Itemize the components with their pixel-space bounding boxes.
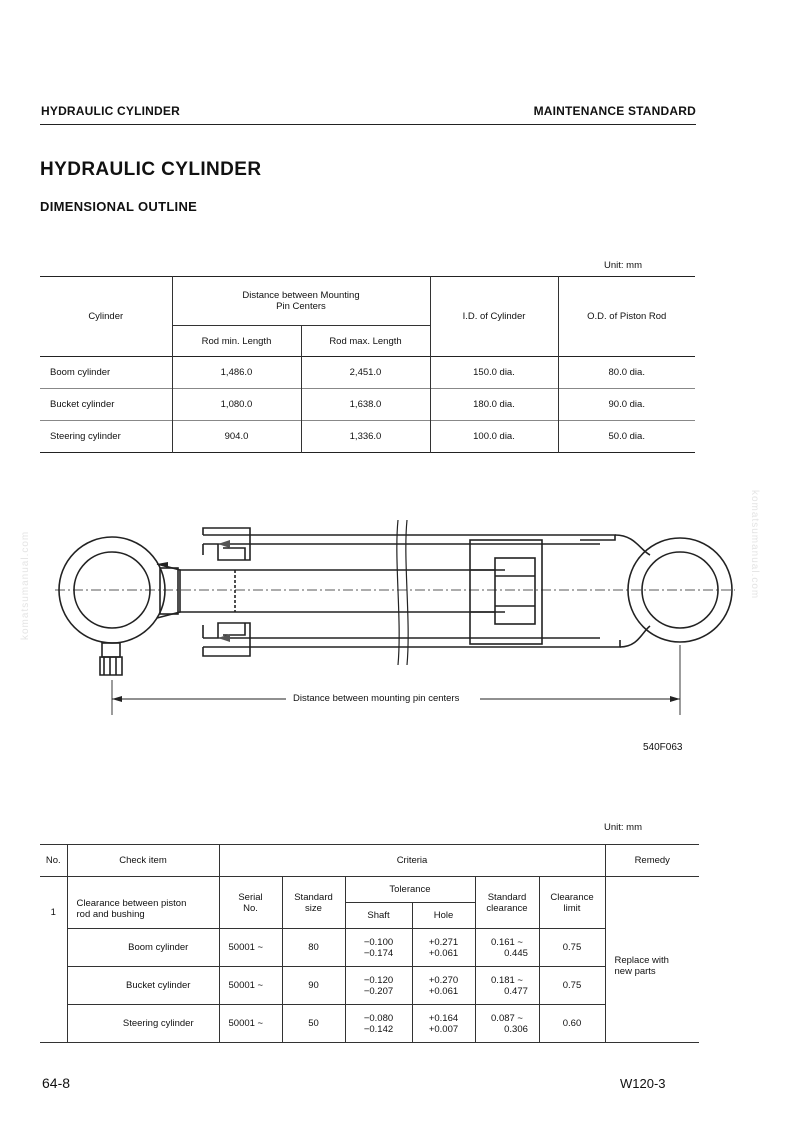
cell-serial: 50001 ~ — [219, 929, 282, 967]
header-standard-clearance-line1: Standard — [487, 891, 527, 903]
shaft-lower: −0.174 — [363, 947, 394, 959]
header-standard-size-line2: size — [305, 902, 322, 914]
header-clearance-limit-line2: limit — [563, 902, 581, 914]
dimension-label: Distance between mounting pin centers — [293, 693, 460, 704]
header-od: O.D. of Piston Rod — [558, 277, 695, 357]
header-serial — [219, 877, 282, 929]
header-standard-clearance-line2: clearance — [486, 902, 528, 914]
cell-limit: 0.60 — [539, 1005, 605, 1043]
table-row — [40, 1005, 699, 1043]
unit-label-dimensions: Unit: mm — [604, 260, 642, 271]
clearance-upper: 0.181 ~ — [491, 974, 523, 986]
hole-lower: +0.061 — [428, 947, 459, 959]
cell-rod-min: 904.0 — [172, 421, 301, 453]
cell-cylinder-name: Boom cylinder — [98, 929, 219, 967]
shaft-upper: −0.100 — [363, 936, 394, 948]
cell-check-item — [67, 877, 219, 929]
model-code: W120-3 — [620, 1076, 666, 1091]
cell-od: 50.0 dia. — [558, 421, 695, 453]
cell-od: 80.0 dia. — [558, 357, 695, 389]
indent-cell — [67, 967, 98, 1005]
cell-hole — [412, 1005, 475, 1043]
watermark-left: komatsumanual.com — [20, 530, 31, 640]
hole-lower: +0.061 — [428, 985, 459, 997]
cell-rod-max: 1,336.0 — [301, 421, 430, 453]
figure-id: 540F063 — [643, 742, 683, 753]
header-serial-line2: No. — [243, 902, 258, 914]
shaft-lower: −0.207 — [363, 985, 394, 997]
remedy-line2: new parts — [614, 965, 656, 977]
cell-limit: 0.75 — [539, 967, 605, 1005]
cell-cylinder-name: Bucket cylinder — [98, 967, 219, 1005]
cell-hole — [412, 967, 475, 1005]
cell-cylinder: Boom cylinder — [40, 357, 172, 389]
cell-item-no: 1 — [40, 877, 67, 1043]
hole-lower: +0.007 — [428, 1023, 459, 1035]
cylinder-cross-section-drawing — [40, 500, 740, 725]
table-row — [40, 967, 699, 1005]
header-no: No. — [40, 845, 67, 877]
shaft-upper: −0.080 — [363, 1012, 394, 1024]
shaft-upper: −0.120 — [363, 974, 394, 986]
cell-shaft — [345, 967, 412, 1005]
clearance-upper: 0.087 ~ — [491, 1012, 523, 1024]
header-rod-min: Rod min. Length — [172, 326, 301, 357]
cell-shaft — [345, 1005, 412, 1043]
header-criteria: Criteria — [219, 845, 605, 877]
table-row — [40, 389, 695, 421]
running-header-section: HYDRAULIC CYLINDER — [41, 104, 180, 118]
clearance-lower: 0.445 — [504, 947, 528, 959]
indent-cell — [67, 929, 98, 967]
page-title: HYDRAULIC CYLINDER — [40, 159, 262, 180]
header-standard-size-line1: Standard — [294, 891, 333, 903]
cell-cylinder: Steering cylinder — [40, 421, 172, 453]
hole-upper: +0.164 — [428, 1012, 459, 1024]
unit-label-check: Unit: mm — [604, 822, 642, 833]
header-tolerance: Tolerance — [345, 877, 475, 903]
check-item-line1: Clearance between piston — [76, 897, 187, 909]
hole-upper: +0.270 — [428, 974, 459, 986]
hole-upper: +0.271 — [428, 936, 459, 948]
cell-shaft — [345, 929, 412, 967]
table-row — [40, 357, 695, 389]
header-standard-clearance — [475, 877, 539, 929]
cell-remedy — [605, 877, 699, 1043]
cell-size: 90 — [282, 967, 345, 1005]
header-cylinder: Cylinder — [88, 311, 124, 322]
header-remedy: Remedy — [605, 845, 699, 877]
clearance-lower: 0.477 — [504, 985, 528, 997]
section-subtitle: DIMENSIONAL OUTLINE — [40, 199, 198, 214]
header-distance-line1: Distance between Mounting — [242, 290, 360, 301]
running-header-chapter: MAINTENANCE STANDARD — [533, 104, 696, 118]
header-rod-max: Rod max. Length — [301, 326, 430, 357]
cell-size: 50 — [282, 1005, 345, 1043]
header-shaft: Shaft — [345, 903, 412, 929]
table-row — [40, 929, 699, 967]
cell-cylinder-name: Steering cylinder — [98, 1005, 219, 1043]
cell-id: 150.0 dia. — [430, 357, 558, 389]
remedy-line1: Replace with — [614, 954, 669, 966]
cell-od: 90.0 dia. — [558, 389, 695, 421]
dimension-table — [40, 276, 695, 453]
cell-std-clearance — [475, 967, 539, 1005]
clearance-upper: 0.161 ~ — [491, 936, 523, 948]
header-check-item: Check item — [67, 845, 219, 877]
cell-serial: 50001 ~ — [219, 1005, 282, 1043]
indent-cell — [67, 1005, 98, 1043]
header-standard-size — [282, 877, 345, 929]
maintenance-standard-table — [40, 844, 699, 1043]
cell-rod-max: 2,451.0 — [301, 357, 430, 389]
cell-cylinder: Bucket cylinder — [40, 389, 172, 421]
cell-limit: 0.75 — [539, 929, 605, 967]
header-clearance-limit — [539, 877, 605, 929]
header-distance — [172, 277, 430, 326]
clearance-lower: 0.306 — [504, 1023, 528, 1035]
header-hole: Hole — [412, 903, 475, 929]
shaft-lower: −0.142 — [363, 1023, 394, 1035]
header-serial-line1: Serial — [238, 891, 263, 903]
cell-std-clearance — [475, 929, 539, 967]
cell-rod-min: 1,080.0 — [172, 389, 301, 421]
header-id: I.D. of Cylinder — [430, 277, 558, 357]
page-number: 64-8 — [42, 1075, 71, 1091]
table-row — [40, 421, 695, 453]
cell-std-clearance — [475, 1005, 539, 1043]
cell-rod-max: 1,638.0 — [301, 389, 430, 421]
cell-size: 80 — [282, 929, 345, 967]
cell-serial: 50001 ~ — [219, 967, 282, 1005]
header-clearance-limit-line1: Clearance — [550, 891, 594, 903]
cell-id: 180.0 dia. — [430, 389, 558, 421]
header-distance-line2: Pin Centers — [276, 301, 326, 312]
cell-rod-min: 1,486.0 — [172, 357, 301, 389]
header-rule — [40, 124, 696, 125]
cell-id: 100.0 dia. — [430, 421, 558, 453]
watermark-right: komatsumanual.com — [749, 490, 760, 600]
check-item-line2: rod and bushing — [76, 908, 145, 920]
cell-hole — [412, 929, 475, 967]
